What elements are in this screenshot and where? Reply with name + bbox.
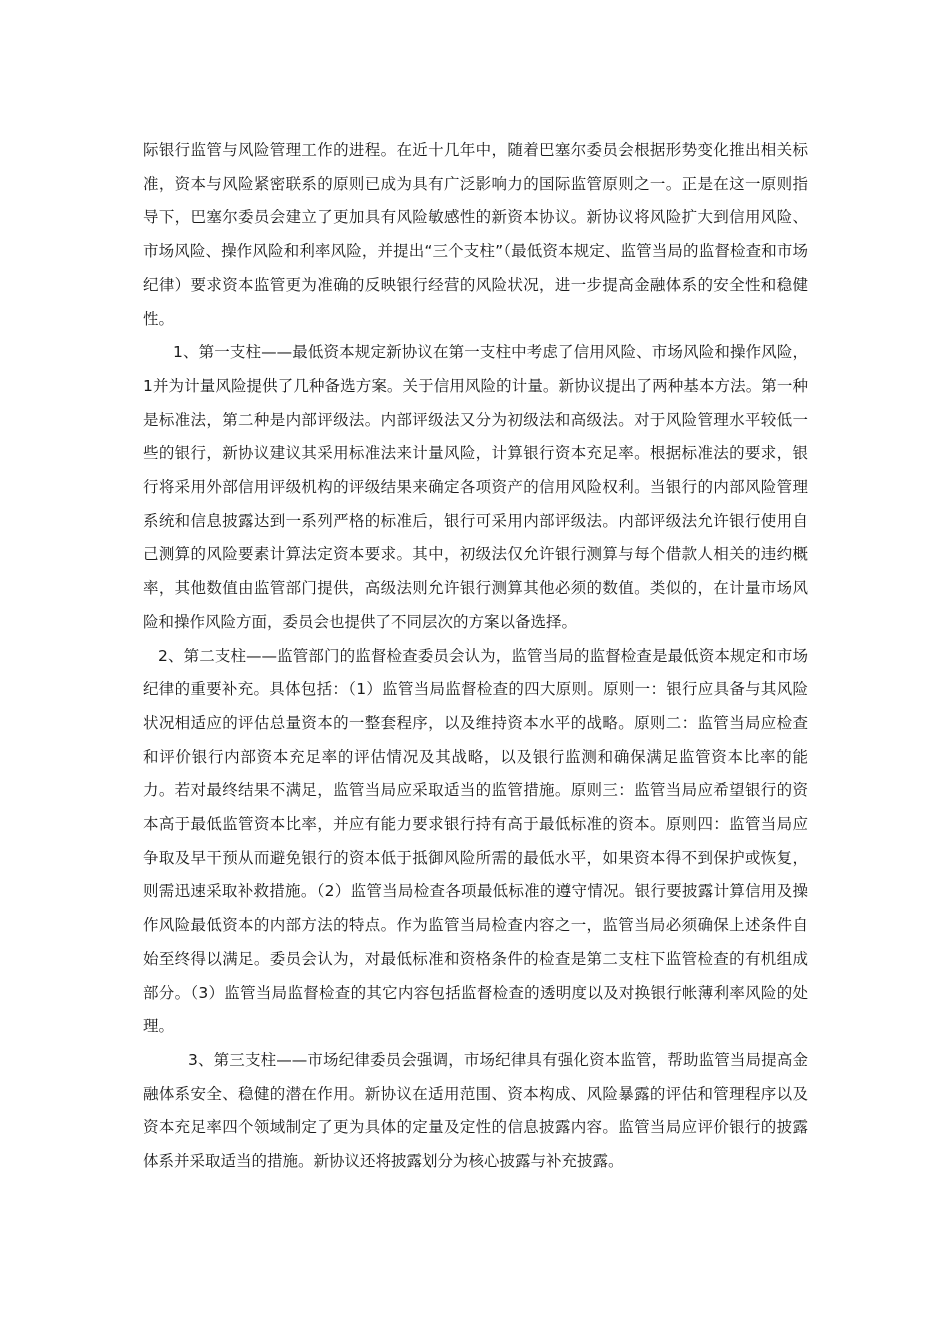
- paragraph-pillar-two: 2、第二支柱——监管部门的监督检查委员会认为，监管当局的监督检查是最低资本规定和市场纪律的重要补充。具体包括：（1）监管当局监督检查的四大原则。原则一：银行应具备与其风险状况相适应的评估总量资本的一整套程序，以及维持资本水平的战略。原则二：监管当局应检查和评价银行内部资本充足率的评估情况及其战略，以及银行监测和确保满足监管资本比率的能力。若对最终结果不满足，监管当局应采取适当的监管措施。原则三：监管当局应希望银行的资本高于最低监管资本比率，并应有能力要求银行持有高于最低标准的资本。原则四：监管当局应争取及早干预从而避免银行的资本低于抵御风险所需的最低水平，如果资本得不到保护或恢复，则需迅速采取补救措施。（2）监管当局检查各项最低标准的遵守情况。银行要披露计算信用及操作风险最低资本的内部方法的特点。作为监管当局检查内容之一，监管当局必须确保上述条件自始至终得以满足。委员会认为，对最低标准和资格条件的检查是第二支柱下监管检查的有机组成部分。（3）监管当局监督检查的其它内容包括监督检查的透明度以及对换银行帐薄利率风险的处理。: [143, 646, 808, 1036]
- body-text: [143, 134, 808, 1179]
- paragraph-pillar-three: 3、第三支柱——市场纪律委员会强调，市场纪律具有强化资本监管，帮助监管当局提高金融体系安全、稳健的潜在作用。新协议在适用范围、资本构成、风险暴露的评估和管理程序以及资本充足率四个领域制定了更为具体的定量及定性的信息披露内容。监管当局应评价银行的披露体系并采取适当的措施。新协议还将披露划分为核心披露与补充披露。: [143, 1050, 808, 1171]
- paragraph-intro-continuation: 际银行监管与风险管理工作的进程。在近十几年中，随着巴塞尔委员会根据形势变化推出相关标准，资本与风险紧密联系的原则已成为具有广泛影响力的国际监管原则之一。正是在这一原则指导下，巴塞尔委员会建立了更加具有风险敏感性的新资本协议。新协议将风险扩大到信用风险、市场风险、操作风险和利率风险，并提出“三个支柱”（最低资本规定、监管当局的监督检查和市场纪律）要求资本监管更为准确的反映银行经营的风险状况，进一步提高金融体系的安全性和稳健性。: [143, 141, 808, 328]
- paragraph-pillar-one: 1、第一支柱——最低资本规定新协议在第一支柱中考虑了信用风险、市场风险和操作风险，1并为计量风险提供了几种备选方案。关于信用风险的计量。新协议提出了两种基本方法。第一种是标准法，第二种是内部评级法。内部评级法又分为初级法和高级法。对于风险管理水平较低一些的银行，新协议建议其采用标准法来计量风险，计算银行资本充足率。根据标准法的要求，银行将采用外部信用评级机构的评级结果来确定各项资产的信用风险权利。当银行的内部风险管理系统和信息披露达到一系列严格的标准后，银行可采用内部评级法。内部评级法允许银行使用自己测算的风险要素计算法定资本要求。其中，初级法仅允许银行测算与每个借款人相关的违约概率，其他数值由监管部门提供，高级法则允许银行测算其他必须的数值。类似的，在计量市场风险和操作风险方面，委员会也提供了不同层次的方案以备选择。: [143, 343, 808, 631]
